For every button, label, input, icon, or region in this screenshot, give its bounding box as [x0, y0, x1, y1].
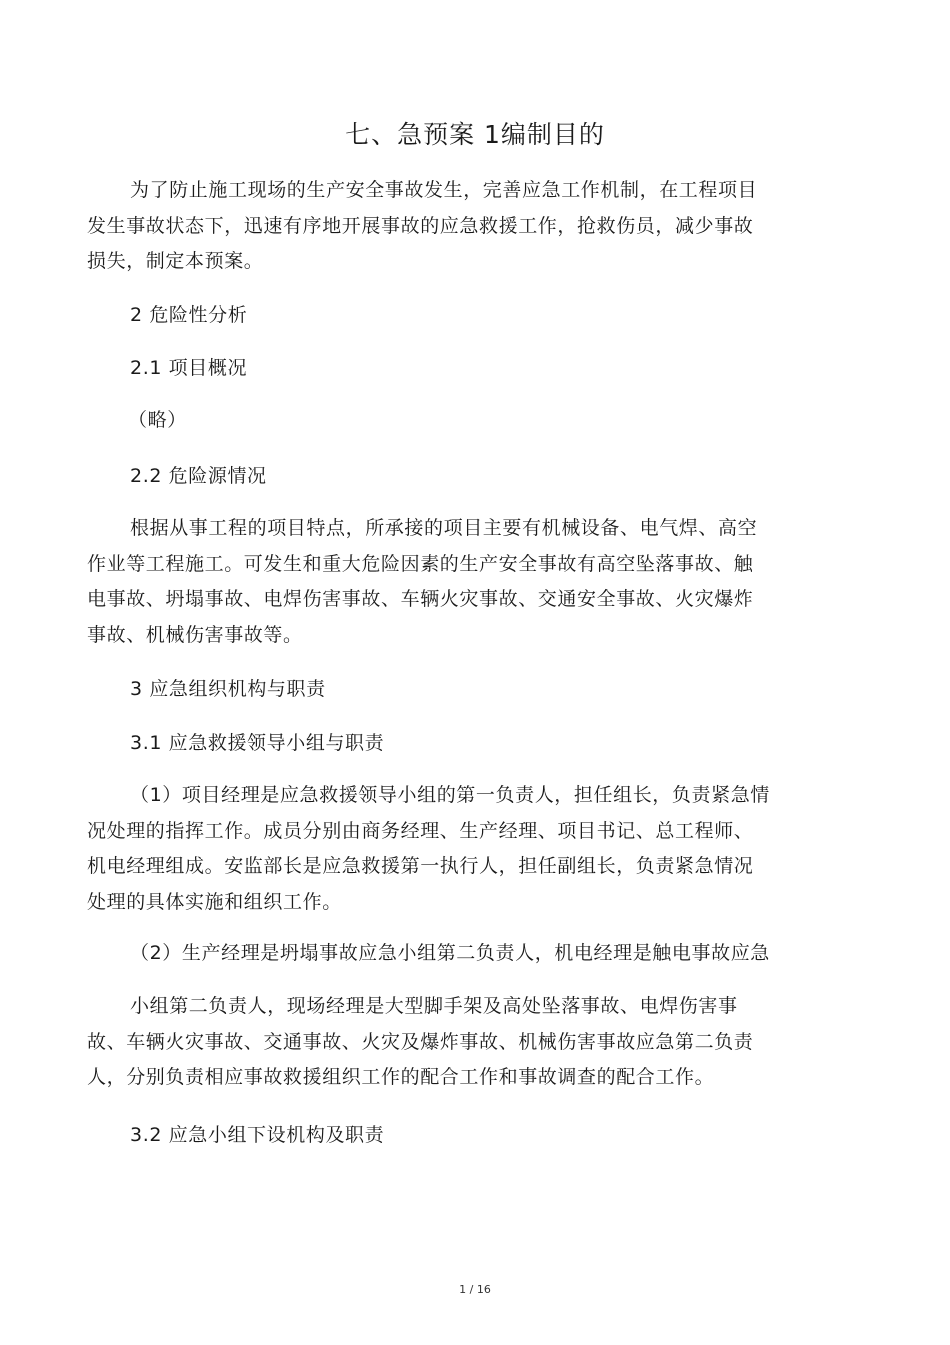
text-line: 况处理的指挥工作。成员分别由商务经理、生产经理、项目书记、总工程师、	[87, 819, 754, 842]
text-line: 根据从事工程的项目特点，所承接的项目主要有机械设备、电气焊、高空	[130, 517, 758, 539]
text-line: （2）生产经理是坍塌事故应急小组第二负责人，机电经理是触电事故应急	[130, 942, 770, 964]
text-line: 损失，制定本预案。	[87, 250, 264, 272]
text-line: 作业等工程施工。可发生和重大危险因素的生产安全事故有高空坠落事故、触	[87, 552, 754, 575]
text-line: 故、车辆火灾事故、交通事故、火灾及爆炸事故、机械伤害事故应急第二负责	[87, 1030, 754, 1053]
section-heading-3-1: 3.1 应急救援领导小组与职责	[130, 732, 385, 754]
text-line: 机电经理组成。安监部长是应急救援第一执行人，担任副组长，负责紧急情况	[87, 855, 754, 877]
text-line: 处理的具体实施和组织工作。	[87, 890, 342, 913]
text-line: 电事故、坍塌事故、电焊伤害事故、车辆火灾事故、交通安全事故、火灾爆炸	[87, 588, 754, 610]
section-heading-2: 2 危险性分析	[130, 304, 248, 326]
item-2-continuation	[87, 989, 822, 1096]
omitted-note: （略）	[128, 409, 187, 431]
item-1-paragraph	[87, 778, 822, 920]
text-line: （1）项目经理是应急救援领导小组的第一负责人，担任组长，负责紧急情	[130, 784, 770, 806]
purpose-paragraph	[87, 173, 822, 280]
document-title: 七、急预案 1编制目的	[345, 120, 605, 149]
text-line: 事故、机械伤害事故等。	[87, 623, 303, 646]
hazard-paragraph	[87, 511, 822, 653]
item-2-first-line	[87, 936, 822, 972]
text-line: 为了防止施工现场的生产安全事故发生，完善应急工作机制，在工程项目	[130, 179, 758, 201]
text-line: 发生事故状态下，迅速有序地开展事故的应急救援工作，抢救伤员，减少事故	[87, 214, 754, 237]
section-heading-3-2: 3.2 应急小组下设机构及职责	[130, 1124, 385, 1146]
text-line: 人，分别负责相应事故救援组织工作的配合工作和事故调查的配合工作。	[87, 1066, 715, 1088]
section-heading-2-2: 2.2 危险源情况	[130, 465, 267, 487]
page-number: 1 / 16	[459, 1283, 491, 1296]
section-heading-2-1: 2.1 项目概况	[130, 357, 248, 379]
section-heading-3: 3 应急组织机构与职责	[130, 678, 326, 700]
text-line: 小组第二负责人，现场经理是大型脚手架及高处坠落事故、电焊伤害事	[130, 995, 738, 1017]
